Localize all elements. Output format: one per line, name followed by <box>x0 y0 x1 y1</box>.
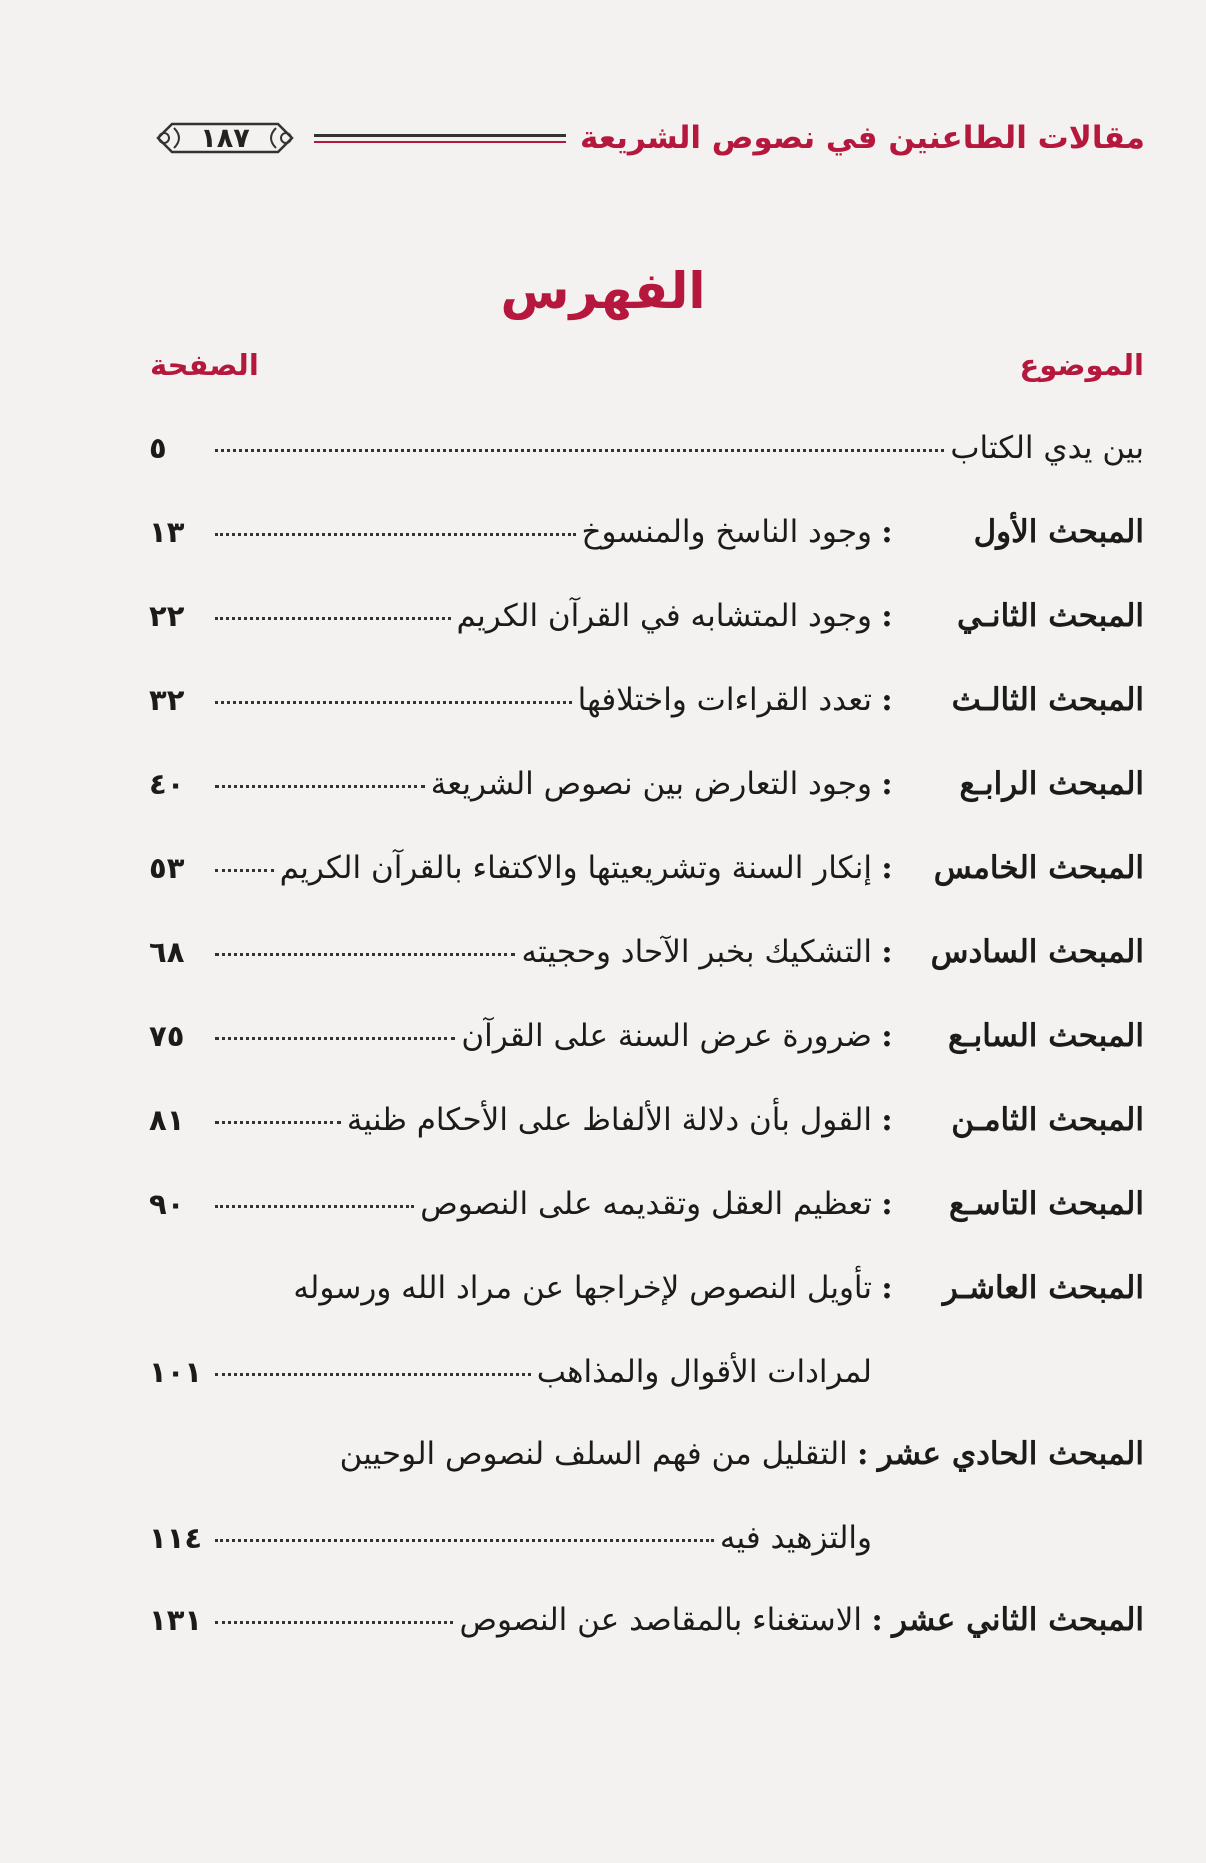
entry-colon: : <box>881 1102 893 1138</box>
entry-title: تأويل النصوص لإخراجها عن مراد الله ورسوله <box>293 1270 872 1306</box>
toc-entry[interactable] <box>149 598 1144 682</box>
dot-leader <box>215 1621 453 1624</box>
toc-entry[interactable] <box>149 1018 1144 1102</box>
entry-colon: : <box>881 1186 893 1222</box>
entry-page: ٢٢ <box>149 599 185 633</box>
toc-entry[interactable] <box>149 1186 1144 1270</box>
entry-page: ٧٥ <box>149 1019 185 1053</box>
entry-title: القول بأن دلالة الألفاظ على الأحكام ظنية <box>346 1102 872 1138</box>
entry-title: التشكيك بخبر الآحاد وحجيته <box>521 934 872 970</box>
toc-entry[interactable] <box>149 850 1144 934</box>
entry-page: ١٠١ <box>149 1355 203 1389</box>
entry-page: ٨١ <box>149 1103 185 1137</box>
entry-title: وجود الناسخ والمنسوخ <box>581 514 872 550</box>
dot-leader <box>215 953 515 956</box>
dot-leader <box>215 533 576 536</box>
toc-entry[interactable] <box>149 766 1144 850</box>
book-title: مقالات الطاعنين في نصوص الشريعة <box>579 120 1145 156</box>
entry-title: ضرورة عرض السنة على القرآن <box>461 1018 872 1054</box>
entry-colon: : <box>881 766 893 802</box>
entry-label: المبحث الحادي عشر <box>877 1436 1144 1472</box>
toc-entry[interactable] <box>149 514 1144 598</box>
dot-leader <box>215 617 451 620</box>
entry-label: المبحث الثانـي <box>957 598 1144 634</box>
entry-label: المبحث التاسـع <box>949 1186 1144 1222</box>
toc-entry[interactable] <box>149 1436 1144 1520</box>
entry-title: الاستغناء بالمقاصد عن النصوص <box>459 1602 863 1638</box>
entry-colon: : <box>881 514 893 550</box>
entry-title-continuation: والتزهيد فيه <box>719 1520 872 1556</box>
dot-leader <box>215 1037 455 1040</box>
entry-label: المبحث السابـع <box>948 1018 1144 1054</box>
toc-entry-continuation[interactable] <box>149 1354 1144 1436</box>
entry-colon: : <box>881 850 893 886</box>
toc-entry[interactable] <box>149 682 1144 766</box>
entry-page: ١٣ <box>149 515 185 549</box>
entry-label: المبحث الثاني عشر <box>892 1602 1144 1638</box>
entry-page: ٩٠ <box>149 1187 185 1221</box>
entry-title-continuation: لمرادات الأقوال والمذاهب <box>536 1354 872 1390</box>
entry-label: المبحث الثالـث <box>951 682 1144 718</box>
entry-colon: : <box>881 598 893 634</box>
entry-page: ٥٣ <box>149 851 185 885</box>
page-column-heading: الصفحة <box>150 348 259 382</box>
toc-entry[interactable] <box>149 934 1144 1018</box>
entry-colon: : <box>881 934 893 970</box>
entry-title: وجود المتشابه في القرآن الكريم <box>456 598 872 634</box>
dot-leader <box>215 869 274 872</box>
entry-label: المبحث الرابـع <box>959 766 1144 802</box>
entry-colon: : <box>881 1270 893 1306</box>
toc-entry[interactable] <box>149 1102 1144 1186</box>
toc-entry-continuation[interactable] <box>149 1520 1144 1602</box>
entry-colon: : <box>857 1436 869 1472</box>
dot-leader <box>215 1121 341 1124</box>
running-header <box>150 108 1145 168</box>
entry-title: تعدد القراءات واختلافها <box>577 682 872 718</box>
entry-title: تعظيم العقل وتقديمه على النصوص <box>420 1186 872 1222</box>
dot-leader <box>215 1205 414 1208</box>
dot-leader <box>215 785 425 788</box>
entry-label: المبحث السادس <box>930 934 1144 970</box>
dot-leader <box>215 1539 714 1542</box>
page-number-ornament <box>150 114 300 162</box>
entry-colon: : <box>881 682 893 718</box>
entry-title: بين يدي الكتاب <box>950 430 1144 466</box>
toc-entry[interactable] <box>149 430 1144 514</box>
entry-title: وجود التعارض بين نصوص الشريعة <box>430 766 872 802</box>
entry-page: ٣٢ <box>149 683 185 717</box>
dot-leader <box>215 701 572 704</box>
index-title: الفهرس <box>500 262 706 320</box>
entry-label: المبحث الخامس <box>933 850 1144 886</box>
entry-page: ١١٤ <box>149 1521 203 1555</box>
entry-page: ٥ <box>149 431 167 465</box>
toc-entry[interactable] <box>149 1602 1144 1686</box>
entry-page: ٤٠ <box>149 767 185 801</box>
entry-label: المبحث الأول <box>973 514 1144 550</box>
toc-entry[interactable] <box>149 1270 1144 1354</box>
entry-page: ١٣١ <box>149 1603 203 1637</box>
entry-title: إنكار السنة وتشريعيتها والاكتفاء بالقرآن الكريم <box>279 850 872 886</box>
dot-leader <box>215 1373 531 1376</box>
entry-label: المبحث العاشـر <box>942 1270 1144 1306</box>
table-of-contents <box>149 430 1144 1686</box>
header-rule <box>314 134 566 143</box>
dot-leader <box>215 449 944 452</box>
entry-colon: : <box>871 1602 883 1638</box>
page-number: ١٨٧ <box>200 122 250 154</box>
topic-column-heading: الموضوع <box>1019 348 1144 382</box>
entry-colon: : <box>881 1018 893 1054</box>
entry-title: التقليل من فهم السلف لنصوص الوحيين <box>339 1436 848 1472</box>
entry-label: المبحث الثامـن <box>951 1102 1144 1138</box>
entry-page: ٦٨ <box>149 935 185 969</box>
